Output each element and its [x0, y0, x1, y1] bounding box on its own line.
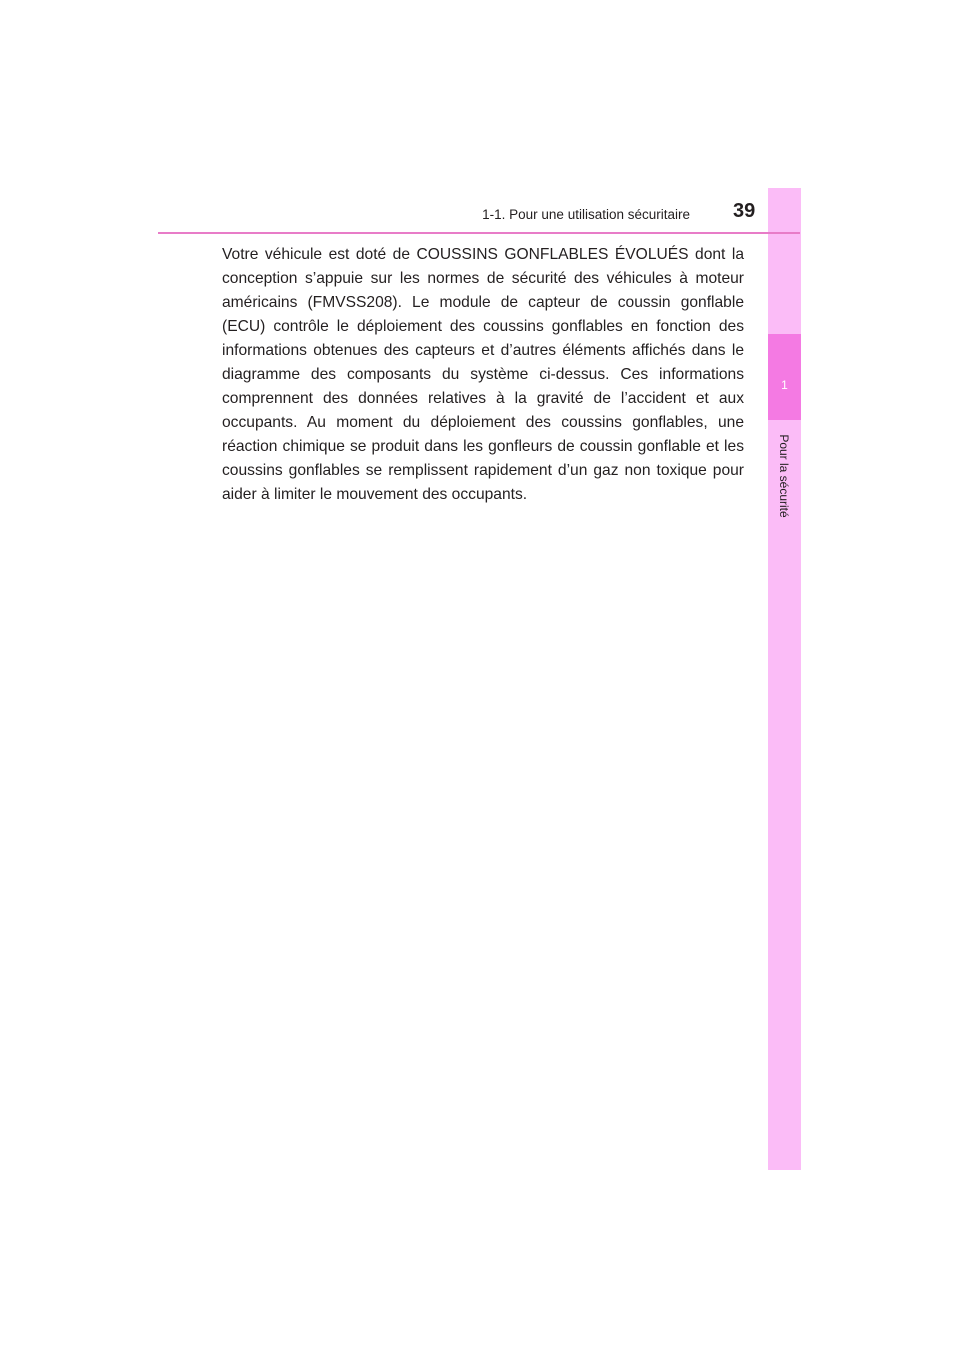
chapter-title: Pour la sécurité: [777, 434, 791, 518]
chapter-number: 1: [781, 378, 788, 392]
body-paragraph: Votre véhicule est doté de COUSSINS GONFLABLES ÉVOLUÉS dont la conception s’appuie sur les normes de sécurité des véhicules à moteur américains (FMVSS208). Le module de capteur de coussin gonflable (ECU) contrôle le déploiement des coussins gonflables en fonction des informations obtenues des capteurs et d’autres éléments affichés dans le diagramme des composants du système ci-dessus. Ces informations comprennent des données relatives à la gravité de l’accident et aux occupants. Au moment du déploiement des coussins gonflables, une réaction chimique se produit dans les gonfleurs de coussin gonflable et les coussins gonflables se remplissent rapidement d’un gaz non toxique pour aider à limiter le mouvement des occupants.: [222, 246, 744, 503]
header-rule: [158, 232, 800, 234]
section-title: 1-1. Pour une utilisation sécuritaire: [482, 207, 690, 222]
chapter-marker: [768, 334, 801, 420]
page-number: 39: [733, 200, 756, 222]
